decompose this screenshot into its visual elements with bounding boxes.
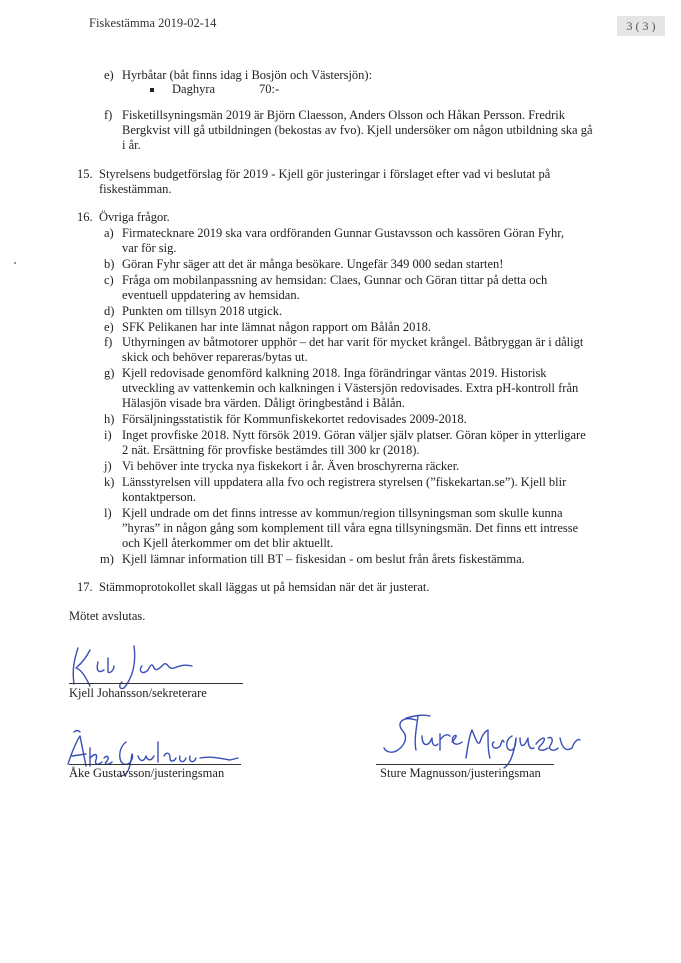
subitem-marker: f): [104, 335, 113, 349]
subitem-line: Inget provfiske 2018. Nytt försök 2019. Göran väljer själv platser. Göran köper in ytterligare: [122, 428, 586, 442]
item-e-text: Hyrbåtar (båt finns idag i Bosjön och Västersjön):: [122, 68, 373, 82]
subitem-marker: k): [104, 475, 115, 489]
subitem-line: Kjell undrade om det finns intresse av kommun/region tillsyningsman som skulle kunna: [122, 506, 563, 520]
subitem-marker: a): [104, 226, 114, 240]
item-e-marker: e): [104, 68, 114, 82]
subitem-line: utveckling av vattenkemin och kalkningen i Västersjön redovisades. Extra pH-kontroll från: [122, 381, 579, 395]
subitem-line: Fråga om mobilanpassning av hemsidan: Claes, Gunnar och Göran tittar på detta och: [122, 273, 548, 287]
subitem-marker: m): [100, 552, 114, 566]
subitem-line: Göran Fyhr säger att det är många besökare. Ungefär 349 000 sedan starten!: [122, 257, 504, 271]
subitem-marker: i): [104, 428, 112, 442]
header-title: Fiskestämma 2019-02-14: [89, 16, 217, 30]
subitem-line: kontaktperson.: [122, 490, 196, 504]
subitem-marker: d): [104, 304, 115, 318]
subitem-marker: e): [104, 320, 114, 334]
signature-kjell-johansson: [64, 640, 214, 692]
daghyra-label: Daghyra: [172, 82, 216, 96]
subitem-line: Uthyrningen av båtmotorer upphör – det har varit för mycket krångel. Båtbryggan är i dåligt: [122, 335, 584, 349]
closing-text: Mötet avslutas.: [69, 609, 146, 623]
subitem-line: Hälasjön visade bra värden. Dåligt öringbestånd i Bålån.: [122, 396, 405, 410]
subitem-marker: c): [104, 273, 114, 287]
subitem-line: Kjell lämnar information till BT – fiskesidan - om beslut från årets fiskestämma.: [122, 552, 525, 566]
signature-caption: Kjell Johansson/sekreterare: [69, 686, 207, 700]
subitem-line: SFK Pelikanen har inte lämnat någon rapport om Bålån 2018.: [122, 320, 431, 334]
subitem-line: ”hyras” in någon gång som komplement till våra egna tillsyningsmän. Det finns ett intresse: [122, 521, 579, 535]
subitem-line: var för sig.: [122, 241, 177, 255]
signature-line: [69, 683, 243, 684]
signature-line: [376, 764, 554, 765]
subitem-marker: b): [104, 257, 115, 271]
item-15-line: Styrelsens budgetförslag för 2019 - Kjell gör justeringar i förslaget efter vad vi beslutat på: [99, 167, 551, 181]
item-f-line: i år.: [122, 138, 141, 152]
item-16-marker: 16.: [77, 210, 93, 224]
subitem-line: och Kjell återkommer om det blir aktuellt.: [122, 536, 334, 550]
subitem-line: Firmatecknare 2019 ska vara ordföranden Gunnar Gustavsson och kassören Göran Fyhr,: [122, 226, 565, 240]
subitem-marker: j): [104, 459, 112, 473]
item-f-line: Fisketillsyningsmän 2019 är Björn Claesson, Anders Olsson och Håkan Persson. Fredrik: [122, 108, 566, 122]
subitem-line: Länsstyrelsen vill uppdatera alla fvo och registrera styrelsen (”fiskekartan.se”). Kjell blir: [122, 475, 567, 489]
item-f-line: Bergkvist vill gå utbildningen (bekostas av fvo). Kjell undersöker om någon utbildning ska gå: [122, 123, 593, 137]
subitem-marker: l): [104, 506, 112, 520]
daghyra-value: 70:-: [259, 82, 280, 96]
subitem-line: Punkten om tillsyn 2018 utgick.: [122, 304, 283, 318]
square-bullet-icon: [150, 88, 154, 92]
subitem-line: skick och behöver repareras/bytas ut.: [122, 350, 308, 364]
subitem-line: Försäljningsstatistik för Kommunfiskekortet redovisades 2009-2018.: [122, 412, 467, 426]
item-15-line: fiskestämman.: [99, 182, 172, 196]
subitem-marker: h): [104, 412, 115, 426]
item-16-title: Övriga frågor.: [99, 210, 170, 224]
subitem-line: eventuell uppdatering av hemsidan.: [122, 288, 300, 302]
item-f-marker: f): [104, 108, 113, 122]
signature-line: [69, 764, 241, 765]
signature-caption: Sture Magnusson/justeringsman: [380, 766, 541, 780]
item-15-marker: 15.: [77, 167, 93, 181]
scan-speck: [14, 262, 16, 264]
subitem-line: Kjell redovisade genomförd kalkning 2018. Inga förändringar väntas 2019. Historisk: [122, 366, 547, 380]
subitem-line: Vi behöver inte trycka nya fiskekort i år. Även broschyrerna räcker.: [122, 459, 460, 473]
item-17-text: Stämmoprotokollet skall läggas ut på hemsidan när det är justerat.: [99, 580, 430, 594]
item-17-marker: 17.: [77, 580, 93, 594]
subitem-line: 2 nät. Ersättning för provfiske bestämdes till 300 kr (2018).: [122, 443, 420, 457]
signature-caption: Åke Gustavsson/justeringsman: [69, 766, 225, 780]
page-number-badge: 3 ( 3 ): [617, 16, 665, 36]
subitem-marker: g): [104, 366, 115, 380]
